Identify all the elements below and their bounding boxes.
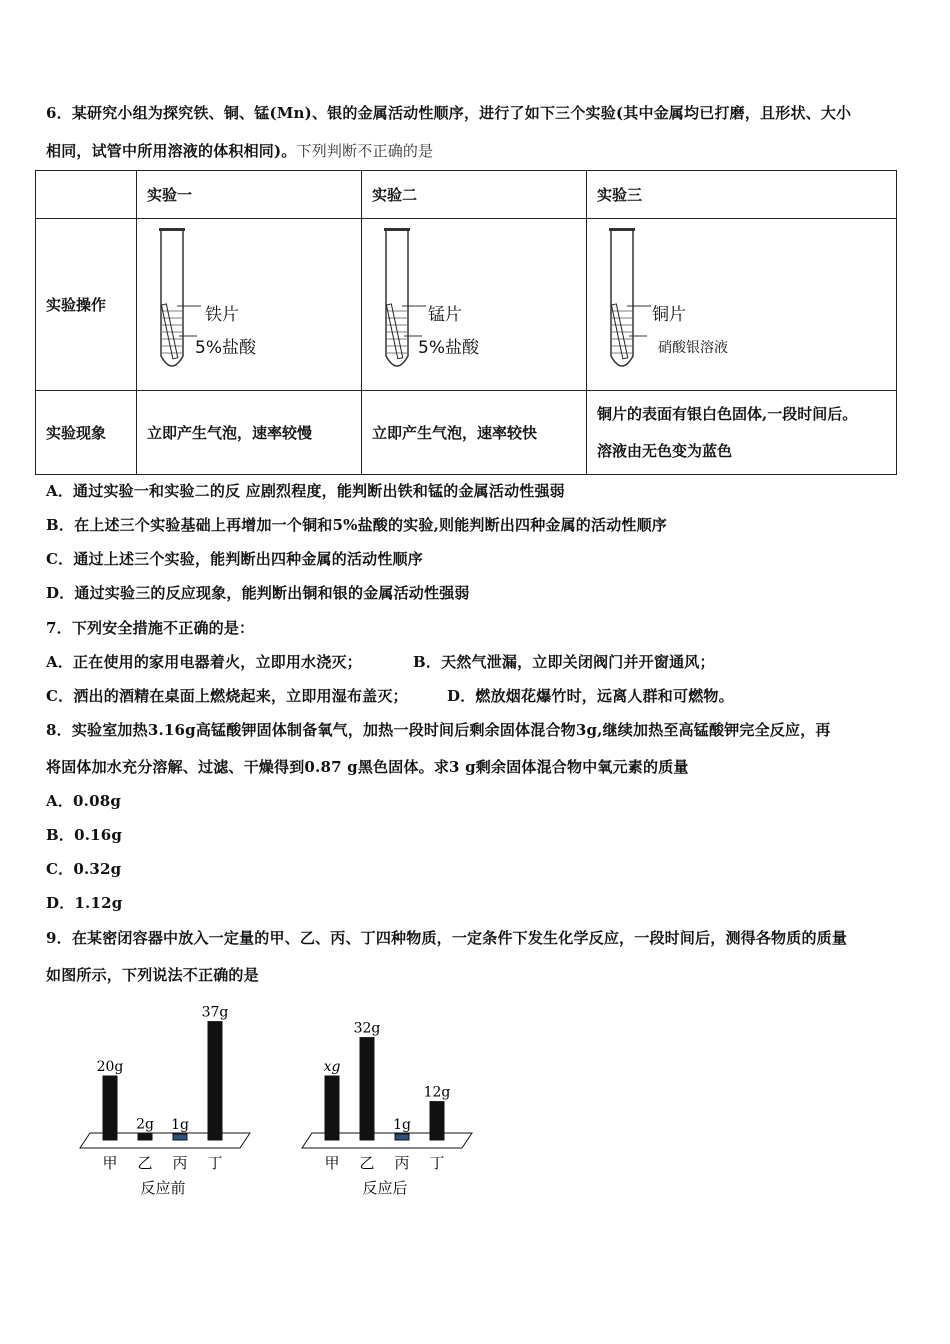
table-header-exp2: 实验二 — [362, 171, 587, 219]
bar-charts — [70, 1000, 550, 1210]
observation-exp3-line2: 溶液由无色变为蓝色 — [597, 441, 733, 460]
observation-exp2: 立即产生气泡，速率较快 — [362, 391, 587, 475]
observation-exp3-line1: 铜片的表面有银白色固体,一段时间后。 — [597, 404, 858, 423]
table-header-empty — [36, 171, 137, 219]
q6-option-d: D．通过实验三的反应现象，能判断出铜和银的金属活动性强弱 — [46, 584, 470, 602]
tube3-solution: 硝酸银溶液 — [658, 340, 728, 356]
q7-stem: 7．下列安全措施不正确的是： — [46, 619, 255, 637]
chart2-bar-0 — [325, 1076, 339, 1140]
q8-option-c: C．0.32g — [46, 860, 122, 878]
q9-stem-line2: 如图所示，下列说法不正确的是 — [46, 966, 259, 984]
q6-stem-light: 下列判断不正确的是 — [296, 142, 434, 160]
chart1-value-label-1: 2g — [136, 1116, 154, 1133]
chart1-value-label-3: 37g — [201, 1004, 229, 1021]
q6-option-a: A．通过实验一和实验二的反 应剧烈程度，能判断出铁和锰的金属活动性强弱 — [46, 482, 565, 500]
chart2-bar-2 — [395, 1134, 409, 1140]
row-label-operation: 实验操作 — [36, 219, 137, 391]
chart1-category-0: 甲 — [102, 1154, 118, 1172]
chart2-category-1: 乙 — [359, 1154, 375, 1172]
chart1-category-2: 丙 — [172, 1154, 188, 1172]
tube2-metal: 锰片 — [428, 305, 462, 325]
chart2-category-3: 丁 — [429, 1154, 445, 1172]
experiment-table — [35, 170, 897, 475]
chart2-title: 反应后 — [362, 1179, 408, 1197]
chart2-value-label-3: 12g — [423, 1084, 451, 1101]
tube2-solution: 5%盐酸 — [418, 338, 479, 358]
chart1-value-label-0: 20g — [96, 1059, 124, 1075]
table-header-exp1: 实验一 — [137, 171, 362, 219]
chart2-bar-3 — [430, 1102, 444, 1140]
table-header-exp3: 实验三 — [587, 171, 897, 219]
chart1-bar-1 — [138, 1134, 152, 1140]
q8-option-a: A．0.08g — [46, 792, 122, 810]
chart2-value-label-0: xg — [323, 1059, 341, 1075]
chart1-category-1: 乙 — [137, 1154, 153, 1172]
q6-stem-line2 — [46, 140, 433, 161]
q6-option-b: B．在上述三个实验基础上再增加一个铜和5%盐酸的实验,则能判断出四种金属的活动性顺序 — [46, 516, 667, 534]
q8-stem-line2: 将固体加水充分溶解、过滤、干燥得到0.87 g黑色固体。求3 g剩余固体混合物中氧元素的质量 — [46, 758, 689, 776]
q7-option-c: C．洒出的酒精在桌面上燃烧起来，立即用湿布盖灭； — [46, 687, 408, 705]
chart1-bar-0 — [103, 1076, 117, 1140]
chart1-bar-3 — [208, 1022, 222, 1140]
tube1-metal: 铁片 — [205, 305, 239, 325]
row-label-observation: 实验现象 — [36, 391, 137, 475]
chart2-value-label-2: 1g — [393, 1117, 411, 1133]
q6-stem-line1: 6．某研究小组为探究铁、铜、锰(Mn)、银的金属活动性顺序，进行了如下三个实验(其中金属均已打磨，且形状、大小 — [46, 104, 852, 122]
chart2-value-label-1: 32g — [353, 1020, 381, 1037]
tube3-metal: 铜片 — [652, 305, 686, 325]
q6-option-c: C．通过上述三个实验，能判断出四种金属的活动性顺序 — [46, 550, 423, 568]
chart1-title: 反应前 — [140, 1179, 186, 1197]
q7-option-d: D．燃放烟花爆竹时，远离人群和可燃物。 — [447, 687, 734, 705]
q7-option-a: A．正在使用的家用电器着火，立即用水浇灭； — [46, 653, 362, 671]
tube-cell-2 — [362, 219, 587, 391]
chart1-bar-2 — [173, 1134, 187, 1140]
chart2-bar-1 — [360, 1038, 374, 1140]
observation-exp1: 立即产生气泡，速率较慢 — [137, 391, 362, 475]
q8-stem-line1: 8．实验室加热3.16g高锰酸钾固体制备氧气，加热一段时间后剩余固体混合物3g,继续加热至高锰酸钾完全反应，再 — [46, 721, 831, 739]
q9-stem-line1: 9．在某密闭容器中放入一定量的甲、乙、丙、丁四种物质，一定条件下发生化学反应，一段时间后，测得各物质的质量 — [46, 929, 848, 947]
q8-option-d: D．1.12g — [46, 894, 123, 912]
chart2-category-2: 丙 — [394, 1154, 410, 1172]
observation-exp3 — [587, 391, 897, 475]
chart2-category-0: 甲 — [324, 1154, 340, 1172]
q6-stem-bold: 相同，试管中所用溶液的体积相同)。 — [46, 142, 297, 160]
tube-cell-3 — [587, 219, 897, 391]
chart1-value-label-2: 1g — [171, 1117, 189, 1133]
tube-cell-1 — [137, 219, 362, 391]
q8-option-b: B．0.16g — [46, 826, 123, 844]
tube1-solution: 5%盐酸 — [195, 338, 256, 358]
chart1-category-3: 丁 — [207, 1154, 223, 1172]
q7-option-b: B．天然气泄漏，立即关闭阀门并开窗通风； — [413, 653, 715, 671]
